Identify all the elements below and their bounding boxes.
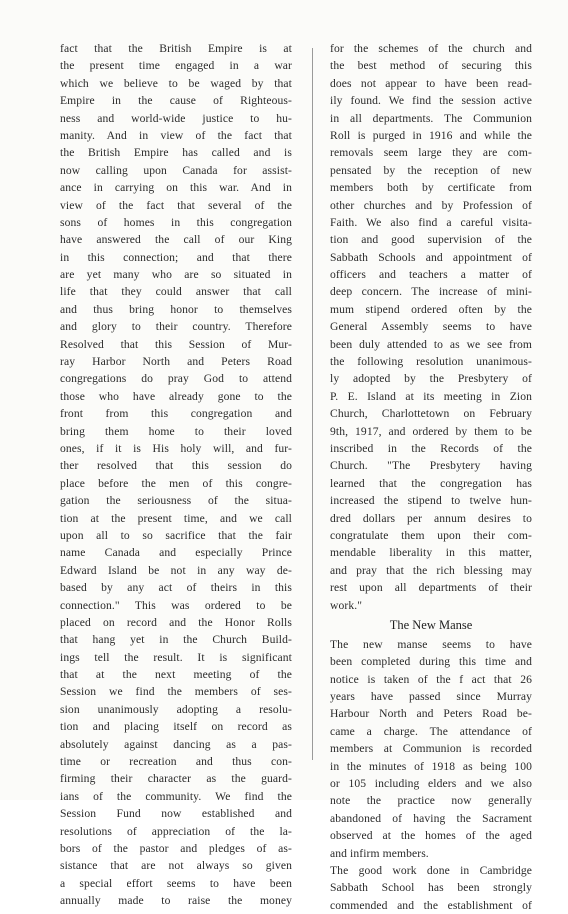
text-line: ly adopted by the Presbytery of: [330, 372, 532, 386]
text-line: the British Empire has called and is: [60, 146, 292, 160]
text-line: been completed during this time and: [330, 655, 532, 669]
text-line: that hang yet in the Church Build-: [60, 633, 292, 647]
text-line: Faith. We also find a careful visita-: [330, 215, 532, 229]
text-line: and pray that the rich blessing may: [330, 563, 532, 577]
text-line: Sabbath School has been strongly: [330, 881, 532, 895]
text-line: connection." This was ordered to be: [60, 598, 292, 612]
text-line: those who have already gone to the: [60, 389, 292, 403]
text-line: Church, Charlottetown on February: [330, 407, 532, 421]
text-line: gation the seriousness of the situa-: [60, 494, 292, 508]
text-line: life that they could answer that call: [60, 285, 292, 299]
text-line: the best method of securing this: [330, 59, 532, 73]
text-line: based by any act of theirs in this: [60, 581, 292, 595]
text-line: work.": [330, 598, 363, 612]
text-line: Edward Island be not in any way de-: [60, 563, 292, 577]
text-line: The good work done in Cambridge: [330, 863, 532, 877]
text-line: ness and world-wide justice to hu-: [60, 111, 292, 125]
text-line: learned that the congregation has: [330, 476, 532, 490]
text-line: time or recreation and thus con-: [60, 755, 292, 769]
text-line: does not appear to have been read-: [330, 76, 532, 90]
text-line: a special effort seems to have been: [60, 876, 292, 890]
text-line: that at the next meeting of the: [60, 668, 292, 682]
text-line: members at Communion is recorded: [330, 742, 532, 756]
text-line: tion and good supervision of the: [330, 233, 532, 247]
right-column: [330, 40, 532, 914]
text-line: fact that the British Empire is at: [60, 42, 292, 55]
text-line: The new manse seems to have: [330, 637, 532, 651]
left-column: [60, 40, 292, 910]
text-line: and infirm members.: [330, 846, 429, 860]
text-line: removals seem large they are com-: [330, 146, 532, 160]
text-line: tion and placing itself on record as: [60, 720, 292, 734]
text-line: members both by certificate from: [330, 181, 532, 195]
text-line: officers and teachers a matter of: [330, 268, 532, 282]
text-line: bors of the pastor and pledges of as-: [60, 841, 292, 855]
text-line: pensated by the reception of new: [330, 163, 532, 177]
text-line: bring them home to their loved: [60, 424, 292, 438]
text-line: and glory to their country. Therefore: [60, 320, 292, 334]
text-line: Sabbath Schools and appointment of: [330, 250, 532, 264]
text-line: in the minutes of 1918 as being 100: [330, 759, 532, 773]
text-line: years have passed since Murray: [330, 690, 532, 704]
text-line: and thus bring honor to themselves: [60, 302, 292, 316]
text-line: for the schemes of the church and: [330, 42, 532, 55]
text-line: Session we find the members of ses-: [60, 685, 292, 699]
text-line: Roll is purged in 1916 and while the: [330, 128, 532, 142]
text-line: the present time engaged in a war: [60, 59, 292, 73]
text-line: P. E. Island at its meeting in Zion: [330, 389, 532, 403]
text-line: or 105 including elders and we also: [330, 777, 532, 791]
text-line: been duly attended to as we see from: [330, 337, 532, 351]
text-line: Resolved that this Session of Mur-: [60, 337, 292, 351]
text-line: dred dollars per annum desires to: [330, 511, 532, 525]
text-line: which we believe to be waged by that: [60, 76, 292, 90]
text-line: sistance that are not always so given: [60, 859, 292, 873]
text-line: firming their character as the guard-: [60, 772, 292, 786]
text-line: note the practice now generally: [330, 794, 532, 808]
text-line: are yet many who are so situated in: [60, 268, 292, 282]
text-line: abandoned of having the Sacrament: [330, 811, 532, 825]
text-line: commended and the establishment of: [330, 898, 532, 912]
text-line: mum stipend ordered often by the: [330, 302, 532, 316]
text-line: tion at the present time, and we call: [60, 511, 292, 525]
text-line: manity. And in view of the fact that: [60, 128, 292, 142]
text-line: other churches and by Profession of: [330, 198, 532, 212]
text-line: ily found. We find the session active: [330, 94, 532, 108]
text-line: deep concern. The increase of mini-: [330, 285, 532, 299]
text-line: ther resolved that this session do: [60, 459, 292, 473]
text-line: Harbour North and Peters Road be-: [330, 707, 532, 721]
text-line: Church. "The Presbytery having: [330, 459, 532, 473]
text-line: ance in carrying on this war. And in: [60, 181, 292, 195]
text-line: have answered the call of our King: [60, 233, 292, 247]
text-line: sons of homes in this congregation: [60, 215, 292, 229]
text-line: absolutely against dancing as a pas-: [60, 737, 292, 751]
text-line: in all departments. The Communion: [330, 111, 532, 125]
text-line: upon all to so sacrifice that the fair: [60, 528, 292, 542]
text-line: resolutions of appreciation of the la-: [60, 824, 292, 838]
text-line: increased the stipend to twelve hun-: [330, 494, 532, 508]
text-line: in this connection; and that there: [60, 250, 292, 264]
text-line: Session Fund now established and: [60, 807, 292, 821]
text-line: inscribed in the Records of the: [330, 441, 532, 455]
text-line: name Canada and especially Prince: [60, 546, 292, 560]
text-line: annually made to raise the money: [60, 894, 292, 908]
text-line: observed at the homes of the aged: [330, 829, 532, 843]
text-line: view of the fact that several of the: [60, 198, 292, 212]
text-line: congratulate them upon their com-: [330, 528, 532, 542]
text-line: placed on record and the Honor Rolls: [60, 615, 292, 629]
column-divider: [312, 48, 313, 760]
text-line: General Assembly seems to have: [330, 320, 532, 334]
text-line: ians of the community. We find the: [60, 789, 292, 803]
text-line: rest upon all departments of their: [330, 581, 532, 595]
text-line: place before the men of this congre-: [60, 476, 292, 490]
section-heading: The New Manse: [389, 617, 473, 632]
text-line: sion unanimously adopting a resolu-: [60, 702, 292, 716]
text-line: front from this congregation and: [60, 407, 292, 421]
text-line: 9th, 1917, and ordered by them to be: [330, 424, 532, 438]
text-line: now calling upon Canada for assist-: [60, 163, 292, 177]
text-line: congregations do pray God to attend: [60, 372, 292, 386]
text-line: Empire in the cause of Righteous-: [60, 94, 292, 108]
text-line: ray Harbor North and Peters Road: [60, 355, 292, 369]
text-line: notice is taken of the f act that 26: [330, 672, 532, 686]
text-line: ings tell the result. It is significant: [60, 650, 292, 664]
text-line: mendable liberality in this matter,: [330, 546, 532, 560]
text-line: ones, if it is His holy will, and fur-: [60, 441, 292, 455]
text-line: the following resolution unanimous-: [330, 355, 532, 369]
text-line: came a charge. The attendance of: [330, 724, 532, 738]
